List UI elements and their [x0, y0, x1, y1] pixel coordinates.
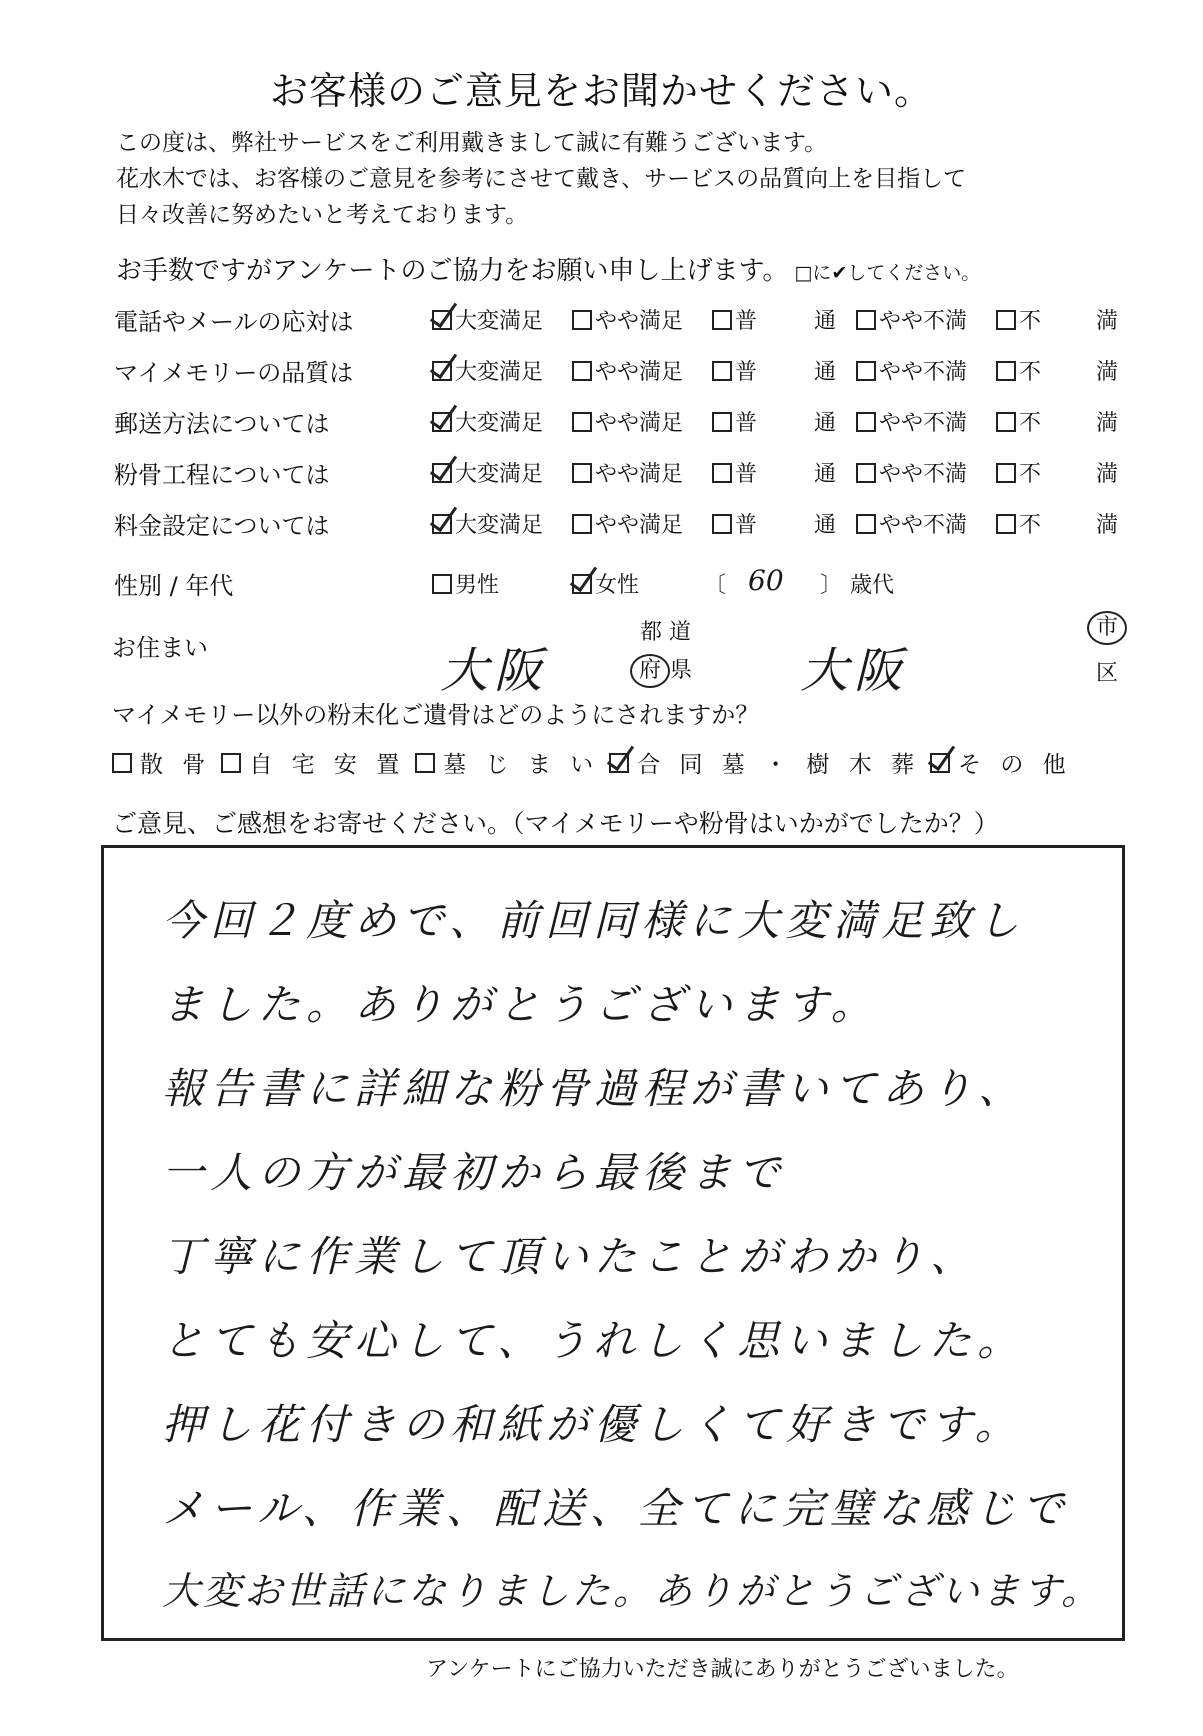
rating-option[interactable]	[572, 304, 683, 335]
survey-title: お客様のご意見をお聞かせください。	[269, 69, 933, 113]
remains-checkbox[interactable]	[609, 753, 629, 773]
rating-option[interactable]	[572, 457, 683, 488]
rating-option[interactable]	[712, 406, 757, 437]
prefecture-type-top: 都 道	[640, 620, 691, 645]
rating-option-suffix	[1096, 457, 1118, 488]
rating-checkbox[interactable]	[996, 310, 1016, 330]
rating-option-label: 大変満足	[455, 411, 544, 436]
rating-option-label: 普	[735, 462, 758, 487]
survey-request	[116, 250, 980, 287]
prefecture-fu-circled: 府	[630, 654, 670, 688]
prefecture-ken: 県	[670, 658, 693, 683]
rating-option-label: 大変満足	[455, 360, 544, 385]
rating-row	[0, 404, 1203, 444]
rating-option-suffix	[814, 406, 836, 437]
city-ku: 区	[1096, 661, 1119, 686]
rating-checkbox[interactable]	[996, 412, 1016, 432]
comment-line: 報告書に詳細な粉骨過程が書いてあり、	[162, 1064, 1027, 1113]
rating-checkbox[interactable]	[856, 463, 876, 483]
rating-option-label: やや満足	[595, 411, 684, 436]
rating-option-suffix	[814, 304, 836, 335]
rating-option[interactable]	[572, 508, 683, 539]
rating-option[interactable]	[996, 406, 1041, 437]
rating-option[interactable]	[996, 355, 1041, 386]
rating-checkbox[interactable]	[572, 412, 592, 432]
rating-option[interactable]	[432, 508, 543, 539]
rating-checkbox[interactable]	[572, 310, 592, 330]
comment-line: 今回２度めで、前回同様に大変満足致し	[162, 896, 1026, 945]
rating-option-label: 通	[814, 309, 837, 334]
rating-option-suffix	[1096, 304, 1118, 335]
rating-option-label: 満	[1096, 462, 1119, 487]
rating-option-label: 普	[735, 411, 758, 436]
age-bracket-close: 〕	[820, 573, 843, 598]
rating-option-label: 満	[1096, 513, 1119, 538]
rating-checkbox[interactable]	[712, 514, 732, 534]
intro-line-2: 花水木では、お客様のご意見を参考にさせて戴き、サービスの品質向上を目指して	[116, 166, 967, 192]
rating-option[interactable]	[712, 355, 757, 386]
rating-option-label: 満	[1096, 309, 1119, 334]
rating-checkbox[interactable]	[572, 463, 592, 483]
rating-option-label: やや満足	[595, 462, 684, 487]
residence-label: お住まい	[112, 634, 208, 662]
comment-line: メール、作業、配送、全てに完璧な感じで	[162, 1484, 1070, 1533]
rating-checkbox[interactable]	[712, 412, 732, 432]
comment-line: 一人の方が最初から最後まで	[162, 1148, 787, 1197]
rating-option-label: やや不満	[879, 513, 968, 538]
remains-checkbox[interactable]	[930, 753, 950, 773]
rating-option[interactable]	[856, 304, 967, 335]
rating-checkbox[interactable]	[432, 412, 452, 432]
rating-checkbox[interactable]	[996, 361, 1016, 381]
request-text: お手数ですがアンケートのご協力をお願い申し上げます。	[116, 256, 789, 286]
rating-checkbox[interactable]	[856, 514, 876, 534]
rating-option[interactable]	[432, 406, 543, 437]
rating-checkbox[interactable]	[712, 310, 732, 330]
rating-option-label: 通	[814, 411, 837, 436]
rating-option[interactable]	[572, 406, 683, 437]
rating-label: 電話やメールの応対は	[114, 308, 354, 336]
rating-option-label: 満	[1096, 360, 1119, 385]
rating-checkbox[interactable]	[856, 310, 876, 330]
rating-option-label: 不	[1019, 360, 1042, 385]
rating-checkbox[interactable]	[432, 463, 452, 483]
rating-option[interactable]	[856, 406, 967, 437]
remains-checkbox[interactable]	[112, 753, 132, 773]
remains-option[interactable]	[112, 746, 211, 779]
rating-checkbox[interactable]	[712, 361, 732, 381]
rating-checkbox[interactable]	[996, 514, 1016, 534]
rating-option-label: やや不満	[879, 462, 968, 487]
comment-prompt: ご意見、ご感想をお寄せください。（マイメモリーや粉骨はいかがでしたか？）	[112, 809, 999, 838]
remains-option-label: そ の 他	[958, 752, 1072, 778]
rating-option-suffix	[814, 508, 836, 539]
rating-option[interactable]	[856, 508, 967, 539]
rating-option[interactable]	[712, 304, 757, 335]
rating-checkbox[interactable]	[432, 361, 452, 381]
rating-option-label: やや不満	[879, 411, 968, 436]
gender-female-option[interactable]	[572, 568, 639, 599]
comment-line: 丁寧に作業して頂いたことがわかり、	[162, 1232, 979, 1281]
comment-line: とても安心して、うれしく思いました。	[162, 1316, 1026, 1365]
rating-label: マイメモリーの品質は	[114, 359, 354, 387]
checkbox-female[interactable]	[572, 574, 592, 594]
rating-option-label: やや満足	[595, 360, 684, 385]
remains-option[interactable]	[415, 746, 599, 779]
rating-option-label: やや満足	[595, 309, 684, 334]
rating-option-suffix	[1096, 406, 1118, 437]
rating-option-suffix	[1096, 508, 1118, 539]
rating-label: 郵送方法については	[114, 410, 330, 438]
rating-option-label: やや不満	[879, 360, 968, 385]
city-value: 大阪	[800, 643, 909, 699]
remains-option-label: 墓 じ ま い	[443, 752, 600, 778]
remains-options	[112, 746, 1072, 779]
rating-option-suffix	[1096, 355, 1118, 386]
comment-line: 押し花付きの和紙が優しくて好きです。	[162, 1400, 1023, 1449]
age-bracket-open: 〔	[704, 573, 727, 598]
rating-checkbox[interactable]	[856, 412, 876, 432]
rating-option[interactable]	[712, 508, 757, 539]
rating-row	[0, 455, 1203, 495]
rating-option[interactable]	[996, 508, 1041, 539]
remains-checkbox[interactable]	[415, 753, 435, 773]
rating-checkbox[interactable]	[996, 463, 1016, 483]
rating-option-label: 通	[814, 462, 837, 487]
comment-box[interactable]	[101, 845, 1125, 1641]
intro-line-1: この度は、弊社サービスをご利用戴きまして誠に有難うございます。	[116, 130, 828, 156]
checkbox-male[interactable]	[432, 574, 452, 594]
rating-checkbox[interactable]	[432, 514, 452, 534]
rating-option-label: 通	[814, 360, 837, 385]
gender-male-option[interactable]	[432, 568, 499, 599]
rating-checkbox[interactable]	[572, 361, 592, 381]
rating-option[interactable]	[432, 304, 543, 335]
rating-option[interactable]	[432, 355, 543, 386]
remains-checkbox[interactable]	[221, 753, 241, 773]
rating-option-label: 満	[1096, 411, 1119, 436]
rating-label: 料金設定については	[114, 512, 330, 540]
footer-thanks: アンケートにご協力いただき誠にありがとうございました。	[426, 1657, 1019, 1682]
rating-option-label: 大変満足	[455, 309, 544, 334]
gender-female-label: 女性	[595, 573, 640, 598]
rating-option-label: 普	[735, 360, 758, 385]
remains-option-label: 合 同 墓 ・ 樹 木 葬	[637, 752, 921, 778]
remains-question: マイメモリー以外の粉末化ご遺骨はどのようにされますか？	[112, 701, 760, 729]
rating-option-label: やや不満	[879, 309, 968, 334]
rating-checkbox[interactable]	[572, 514, 592, 534]
rating-option-label: 不	[1019, 462, 1042, 487]
city-shi-circled: 市	[1087, 611, 1127, 645]
rating-label: 粉骨工程については	[114, 461, 330, 489]
request-note: □に✔してください。	[794, 262, 981, 284]
rating-row	[0, 302, 1203, 342]
gender-age-label: 性別 / 年代	[114, 572, 234, 600]
rating-option-label: 普	[735, 309, 758, 334]
rating-option[interactable]	[996, 457, 1041, 488]
rating-option-label: 普	[735, 513, 758, 538]
comment-line: 大変お世話になりました。ありがとうございます。	[162, 1569, 1102, 1613]
rating-option[interactable]	[996, 304, 1041, 335]
rating-option[interactable]	[856, 355, 967, 386]
age-suffix: 歳代	[850, 573, 895, 598]
rating-option-label: やや満足	[595, 513, 684, 538]
remains-option-label: 自 宅 安 置	[249, 752, 406, 778]
remains-option-label: 散 骨	[140, 752, 212, 778]
rating-row	[0, 506, 1203, 546]
rating-option-label: 大変満足	[455, 462, 544, 487]
comment-line: ました。ありがとうございます。	[162, 980, 879, 1029]
rating-option-label: 通	[814, 513, 837, 538]
rating-option[interactable]	[856, 457, 967, 488]
rating-option-suffix	[814, 355, 836, 386]
rating-option-suffix	[814, 457, 836, 488]
prefecture-type-bottom	[630, 653, 692, 688]
gender-male-label: 男性	[455, 573, 500, 598]
remains-option[interactable]	[609, 746, 920, 779]
rating-option-label: 不	[1019, 309, 1042, 334]
remains-option[interactable]	[221, 746, 405, 779]
rating-row	[0, 353, 1203, 393]
age-value: 60	[748, 564, 784, 597]
rating-option-label: 大変満足	[455, 513, 544, 538]
gender-age-row	[0, 566, 1203, 606]
rating-option[interactable]	[712, 457, 757, 488]
rating-option[interactable]	[572, 355, 683, 386]
prefecture-value: 大阪	[440, 643, 549, 699]
intro-line-3: 日々改善に努めたいと考えております。	[116, 202, 529, 228]
rating-checkbox[interactable]	[432, 310, 452, 330]
rating-checkbox[interactable]	[856, 361, 876, 381]
city-shi	[1087, 611, 1127, 645]
rating-option-label: 不	[1019, 411, 1042, 436]
remains-option[interactable]	[930, 746, 1072, 779]
rating-checkbox[interactable]	[712, 463, 732, 483]
rating-option[interactable]	[432, 457, 543, 488]
rating-option-label: 不	[1019, 513, 1042, 538]
